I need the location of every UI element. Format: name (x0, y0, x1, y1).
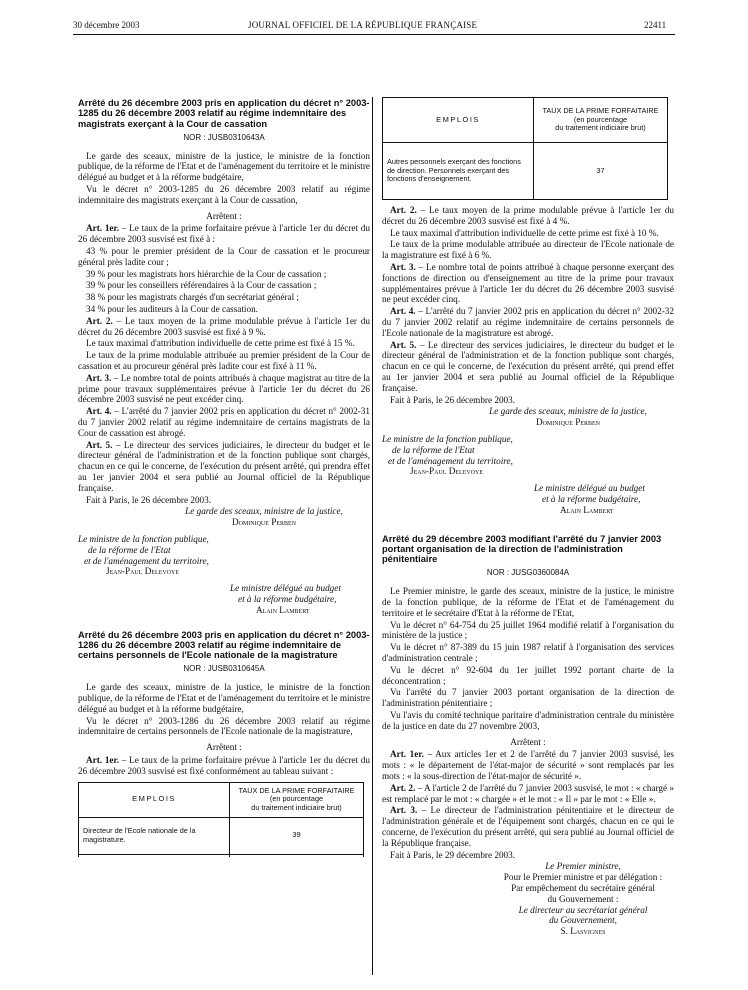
article-label: Art. 1er. (390, 749, 424, 760)
decree-1-arretent: Arrêtent : (206, 210, 242, 221)
decree-2-title: Arrêté du 26 décembre 2003 pris en application du décret n° 2003-1286 du 26 décembre 2003 relatif au régime indemnitaire de certains personnels de l'Ecole nationale de la magistrature (78, 629, 370, 661)
decree-1-list-item: 39 % pour les magistrats hors hiérarchie de la Cour de cassation ; (86, 268, 327, 279)
decree-1-signature-c-title-2: et à la réforme budgétaire, (238, 593, 337, 604)
table-header-emplois: EMPLOIS (79, 782, 230, 817)
decree-2-fait: Fait à Paris, le 26 décembre 2003. (390, 394, 516, 405)
table-cell-emploi: Directeur de l'Ecole nationale de la magistrature. (79, 817, 230, 854)
table-header-emplois: EMPLOIS (383, 98, 534, 143)
decree-1-fait: Fait à Paris, le 26 décembre 2003. (86, 494, 212, 505)
decree-3-fait: Fait à Paris, le 29 décembre 2003. (390, 849, 516, 860)
decree-2-visa: Vu le décret n° 2003-1286 du 26 décembre 2003 relatif au régime indemnitaire de certains personnels de l'Ecole nationale de la magistrature, (78, 715, 370, 737)
decree-2-signature-b-title-3: et de l'aménagement du territoire, (388, 455, 513, 466)
decree-2-signature-b-title-2: de la réforme de l'Etat (392, 444, 475, 455)
decree-1-signature-c-name: Alain Lambert (256, 604, 310, 615)
table-header-row (383, 98, 668, 143)
article-label: Art. 5. (390, 339, 417, 350)
table-header-taux (534, 98, 668, 143)
decree-1-signature-b-title-3: et de l'aménagement du territoire, (84, 555, 209, 566)
decree-2-signature-a-name: Dominique Perben (535, 417, 601, 428)
decree-2-art-2-c: Le taux de la prime modulable attribuée au directeur de l'Ecole nationale de la magistrature est fixé à 6 %. (382, 239, 674, 261)
article-label: Art. 1er. (86, 223, 120, 234)
decree-1-visa: Vu le décret n° 2003-1285 du 26 décembre 2003 relatif au régime indemnitaire des magistrats exerçant à la Cour de cassation, (78, 184, 370, 205)
decree-2-art-4 (382, 306, 674, 338)
article-label: Art. 2. (390, 205, 417, 215)
article-text: – Le taux de la prime forfaitaire prévue à l'article 1er du décret du 26 décembre 2003 susvisé est fixé conformément au tableau suivant : (78, 755, 370, 776)
decree-2-signature-c-title: Le ministre délégué au budget (534, 483, 645, 494)
header-line: TAUX DE LA PRIME FORFAITAIRE (238, 785, 355, 795)
article-text: – L'arrêté du 7 janvier 2002 pris en application du décret n° 2002-31 du 7 janvier 2002 relatif au régime indemnitaire de certains magistrats de la Cour de cassation est abrogé. (78, 406, 370, 438)
table-row (79, 817, 364, 854)
article-label: Art. 2. (86, 315, 113, 326)
header-line: du traitement indiciaire brut) (251, 802, 342, 812)
decree-3-art-1 (382, 749, 674, 781)
decree-2-art-5 (382, 340, 674, 394)
decree-2-arretent: Arrêtent : (206, 742, 242, 753)
decree-3-art-3 (382, 805, 674, 848)
decree-3-nor: NOR : JUSG0360084A (486, 568, 570, 578)
decree-2 (78, 630, 370, 857)
article-label: Art. 3. (390, 805, 418, 816)
table-row-continued (79, 854, 364, 857)
decree-3-visa-5: Vu l'avis du comité technique paritaire d'administration centrale du ministère de la justice en date du 27 novembre 2003, (382, 709, 674, 731)
decree-1-signature-a-name: Dominique Perben (231, 517, 297, 528)
table-cell-taux: 39 (230, 817, 364, 854)
table-row (383, 143, 668, 200)
decree-2-signature-c-title-2: et à la réforme budgétaire, (542, 493, 641, 504)
decree-2-preamble: Le garde des sceaux, ministre de la justice, le ministre de la fonction publique, de la réforme de l'Etat et de l'aménagement du territoire et le ministre délégué au budget et à la réforme budgétaire, (78, 682, 370, 714)
decree-3-visa-3: Vu le décret n° 92-604 du 1er juillet 1992 portant charte de la déconcentration ; (382, 664, 674, 686)
decree-2-art-1 (78, 755, 370, 777)
decree-3-signature-empechement: Par empêchement du secrétaire général (511, 882, 655, 893)
decree-1 (78, 98, 370, 616)
decree-1-art-3 (78, 373, 370, 405)
article-text: – Le nombre total de points attribué à chaque personne exerçant des fonctions de direction ou d'enseignement au titre de la prime pour travaux supplémentaires prévue à l'article 1er du décret du 26 décembre 2003 susvisé ne peut excéder cinq. (382, 261, 674, 305)
table-header-row (79, 782, 364, 817)
header-line: (en pourcentage (269, 794, 324, 804)
decree-1-list-item: 34 % pour les auditeurs à la Cour de cassation. (86, 304, 258, 315)
article-text: – Le directeur des services judiciaires, le directeur du budget et le directeur général de l'administration et de la fonction publique sont chargés, chacun en ce qui le concerne, de l'exécution du présent arrêté, qui prend effet au 1er janvier 2004 et sera publié au Journal officiel de la République française. (382, 339, 674, 393)
decree-1-signature-b-title: Le ministre de la fonction publique, (78, 533, 209, 544)
article-label: Art. 1er. (86, 755, 120, 766)
article-label: Art. 5. (86, 439, 113, 450)
decree-3-visa-1: Vu le décret n° 64-754 du 25 juillet 1964 modifié relatif à l'organisation du ministère de la justice ; (382, 619, 674, 641)
article-label: Art. 4. (86, 406, 112, 417)
decree-1-signature-a-title: Le garde des sceaux, ministre de la justice, (185, 506, 343, 517)
article-text: – Le taux de la prime forfaitaire prévue à l'article 1er du décret du 26 décembre 2003 susvisé est fixé à : (78, 223, 370, 245)
decree-1-art-2-c: Le taux de la prime modulable attribuée au premier président de la Cour de cassation et au procureur général près ladite cour est fixé à 11 %. (78, 350, 370, 372)
decree-1-list-item: 38 % pour les magistrats chargés d'un secrétariat général ; (86, 292, 299, 303)
table-cell-taux: 37 (534, 143, 668, 200)
decree-3-signature-directeur: Le directeur au secrétariat général (518, 904, 648, 915)
article-label: Art. 4. (390, 306, 416, 317)
decree-3-arretent: Arrêtent : (510, 736, 546, 747)
rate-table-part-1 (78, 782, 364, 857)
decree-2-signature-b-name: Jean-Paul Delevoye (410, 466, 483, 477)
rate-table-part-2 (382, 97, 668, 200)
table-cell-emploi: Autres personnels exerçant des fonctions de direction. Personnels exerçant des fonctions d'enseignement. (383, 143, 534, 200)
decree-1-signature-b-name: Jean-Paul Delevoye (106, 566, 179, 577)
header-journal-title: JOURNAL OFFICIEL DE LA RÉPUBLIQUE FRANÇAISE (248, 20, 478, 30)
decree-3-signature-gouvernement: du Gouvernement : (547, 893, 619, 904)
header-rule (73, 34, 675, 35)
header-line: TAUX DE LA PRIME FORFAITAIRE (542, 106, 659, 116)
column-divider (372, 97, 373, 975)
decree-1-art-2-b: Le taux maximal d'attribution individuelle de cette prime est fixé à 15 %. (86, 338, 355, 349)
decree-1-art-5 (78, 440, 370, 494)
decree-1-art-4 (78, 406, 370, 438)
decree-1-art-1 (78, 223, 370, 245)
decree-3-title: Arrêté du 29 décembre 2003 modifiant l'arrêté du 7 janvier 2003 portant organisation de la direction de l'administration pénitentiaire (382, 533, 662, 565)
decree-3-visa-4: Vu l'arrêté du 7 janvier 2003 portant organisation de la direction de l'administration pénitentiaire ; (382, 687, 674, 709)
decree-2-art-2-b: Le taux maximal d'attribution individuelle de cette prime est fixé à 10 %. (390, 227, 659, 238)
decree-2-art-3 (382, 262, 674, 305)
article-text: – Le taux moyen de la prime modulable prévue à l'article 1er du décret du 26 décembre 2003 susvisé est fixé à 4 %. (382, 205, 674, 226)
decree-1-signature-c-title: Le ministre délégué au budget (230, 583, 341, 594)
decree-2-signature-a-title: Le garde des sceaux, ministre de la justice, (489, 406, 647, 417)
decree-1-preamble: Le garde des sceaux, ministre de la justice, le ministre de la fonction publique, de la réforme de l'Etat et de l'aménagement du territoire et le ministre délégué au budget et à la réforme budgétaire, (78, 150, 370, 183)
left-column (78, 98, 370, 862)
header-line: du traitement indiciaire brut) (555, 123, 646, 133)
header-date: 30 décembre 2003 (73, 20, 140, 30)
decree-3-visa-2: Vu le décret n° 87-389 du 15 juin 1987 relatif à l'organisation des services d'administration centrale ; (382, 642, 674, 663)
article-label: Art. 2. (390, 782, 416, 793)
decree-1-nor: NOR : JUSB0310643A (183, 132, 265, 142)
decree-3-preamble: Le Premier ministre, le garde des sceaux, ministre de la justice, le ministre de la fonction publique, de la réforme de l'Etat et de l'aménagement du territoire et le secrétaire d'Etat à la réforme de l'Etat, (382, 586, 674, 618)
article-text: – Le directeur des services judiciaires, le directeur du budget et le directeur général de l'administration et de la fonction publique sont chargés, chacun en ce qui le concerne, de l'exécution du présent arrêté, qui prendra effet au 1er janvier 2004 et sera publié au Journal officiel de la République française. (78, 439, 370, 493)
article-text: – L'arrêté du 7 janvier 2002 pris en application du décret n° 2002-32 du 7 janvier 2002 relatif au régime indemnitaire de certains personnels de l'Ecole nationale de la magistrature est abrogé. (382, 306, 674, 338)
article-label: Art. 3. (86, 372, 112, 383)
decree-2-nor: NOR : JUSB0310645A (183, 664, 265, 674)
article-text: – Le nombre total de points attribués à chaque magistrat au titre de la prime pour travaux supplémentaires prévue à l'article 1er du décret du 26 décembre 2003 susvisé ne peut excéder cinq. (78, 372, 370, 405)
article-label: Art. 3. (390, 261, 416, 272)
article-text: – Le taux moyen de la prime modulable prévue à l'article 1er du décret du 26 décembre 2003 susvisé est fixé à 9 %. (78, 315, 370, 337)
decree-1-signature-b-title-2: de la réforme de l'Etat (88, 544, 171, 555)
decree-3-signature-name: S. Lasvignes (560, 926, 606, 937)
decree-3-art-2 (382, 783, 674, 805)
decree-2-art-2 (382, 205, 674, 227)
table-header-taux (230, 782, 364, 817)
decree-3-signature-title: Le Premier ministre, (545, 861, 621, 872)
decree-3 (382, 534, 674, 937)
decree-3-signature-directeur-2: du Gouvernement, (549, 915, 617, 926)
right-column (382, 97, 674, 937)
decree-1-art-2 (78, 316, 370, 338)
article-text: – Le directeur de l'administration pénitentiaire et le directeur de l'administration générale et de l'équipement sont chargés, chacun en ce qui le concerne, de l'exécution du présent arrêté, qui sera publié au Journal officiel de la République française. (382, 805, 674, 848)
decree-1-title: Arrêté du 26 décembre 2003 pris en application du décret n° 2003-1285 du 26 décembre 2003 relatif au régime indemnitaire des magistrats exerçant à la Cour de cassation (78, 98, 370, 129)
decree-1-list-item: 39 % pour les conseillers référendaires à la Cour de cassation ; (86, 280, 317, 291)
article-text: – Aux articles 1er et 2 de l'arrêté du 7 janvier 2003 susvisé, les mots : « le département de l'état-major de sécurité » sont remplacés par les mots : « la sous-direction de l'état-major de sécurité ». (382, 749, 675, 781)
decree-2-signature-b-title: Le ministre de la fonction publique, (382, 433, 513, 444)
header-page-number: 22411 (644, 20, 667, 30)
decree-1-list-item: 43 % pour le premier président de la Cour de cassation et le procureur général près ladite cour ; (78, 246, 370, 267)
decree-2-signature-c-name: Alain Lambert (560, 504, 614, 515)
decree-3-signature-delegation: Pour le Premier ministre et par délégation : (503, 872, 663, 883)
header-line: (en pourcentage (573, 114, 628, 124)
article-text: – A l'article 2 de l'arrêté du 7 janvier 2003 susvisé, le mot : « chargé » est remplacé par le mot : « chargée » et le mot : « Il » par le mot : « Elle ». (382, 782, 675, 804)
